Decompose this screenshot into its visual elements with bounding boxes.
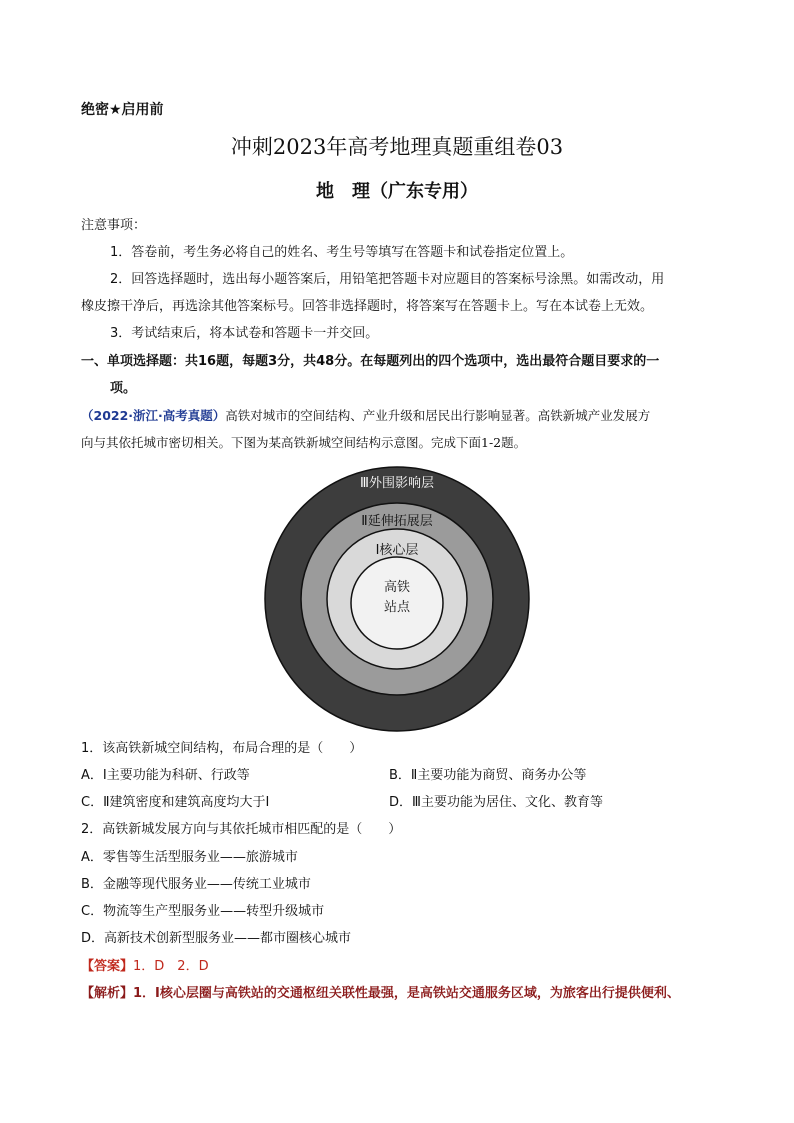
material-text-1: 高铁对城市的空间结构、产业升级和居民出行影响显著。高铁新城产业发展方 [225,408,651,423]
answer-label: 【答案】 [81,959,134,974]
notice-item-2: 2．回答选择题时，选出每小题答案后，用铅笔把答题卡对应题目的答案标号涂黑。如需改动，用 [110,272,665,287]
notice-item-2-cont: 橡皮擦干净后，再选涂其他答案标号。回答非选择题时，将答案写在答题卡上。写在本试卷上无效。 [81,299,654,314]
q2-option-a: A．零售等生活型服务业——旅游城市 [81,850,298,865]
section-heading-cont: 项。 [110,381,137,396]
q1-option-c: C．Ⅱ建筑密度和建筑高度均大于Ⅰ [81,795,270,810]
material-source: （2022·浙江·高考真题） [81,408,226,423]
notice-item-1: 1．答卷前，考生务必将自己的姓名、考生号等填写在答题卡和试卷指定位置上。 [110,245,574,260]
center-label-line2: 站点 [383,600,411,615]
analysis-line [81,985,680,1003]
q2-stem: 2．高铁新城发展方向与其依托城市相匹配的是（ ） [81,822,402,837]
ring3-label: Ⅲ外围影响层 [360,476,434,491]
exam-title: 冲刺2023年高考地理真题重组卷03 [230,135,564,159]
material-line-2: 向与其依托城市密切相关。下图为某高铁新城空间结构示意图。完成下面1-2题。 [81,435,527,450]
q1-option-d: D．Ⅲ主要功能为居住、文化、教育等 [389,795,603,810]
section-heading: 一、单项选择题：共16题，每题3分，共48分。在每题列出的四个选项中，选出最符合题目要求的一 [81,354,660,369]
q1-option-b: B．Ⅱ主要功能为商贸、商务办公等 [389,768,587,783]
q2-option-b: B．金融等现代服务业——传统工业城市 [81,877,311,892]
ring1-label: Ⅰ核心层 [375,543,419,558]
center-label-line1: 高铁 [383,580,411,595]
notice-heading: 注意事项： [81,218,147,233]
ring2-label: Ⅱ延伸拓展层 [361,514,433,529]
analysis-label: 【解析】 [81,986,134,1001]
answer-line [81,958,209,976]
confidential-label: 绝密★启用前 [81,102,164,118]
q1-option-a: A．Ⅰ主要功能为科研、行政等 [81,768,250,783]
exam-subtitle: 地 理（广东专用） [316,181,478,202]
notice-item-3: 3．考试结束后，将本试卷和答题卡一并交回。 [110,326,379,341]
q2-option-d: D．高新技术创新型服务业——都市圈核心城市 [81,931,352,946]
analysis-text: 1．Ⅰ核心层圈与高铁站的交通枢纽关联性最强，是高铁站交通服务区域，为旅客出行提供便利、 [133,986,680,1001]
material-line-1 [81,407,650,425]
q1-stem: 1．该高铁新城空间结构，布局合理的是（ ） [81,741,363,756]
answer-text: 1．D 2．D [133,959,209,974]
q2-option-c: C．物流等生产型服务业——转型升级城市 [81,904,325,919]
concentric-structure-diagram [263,465,531,733]
